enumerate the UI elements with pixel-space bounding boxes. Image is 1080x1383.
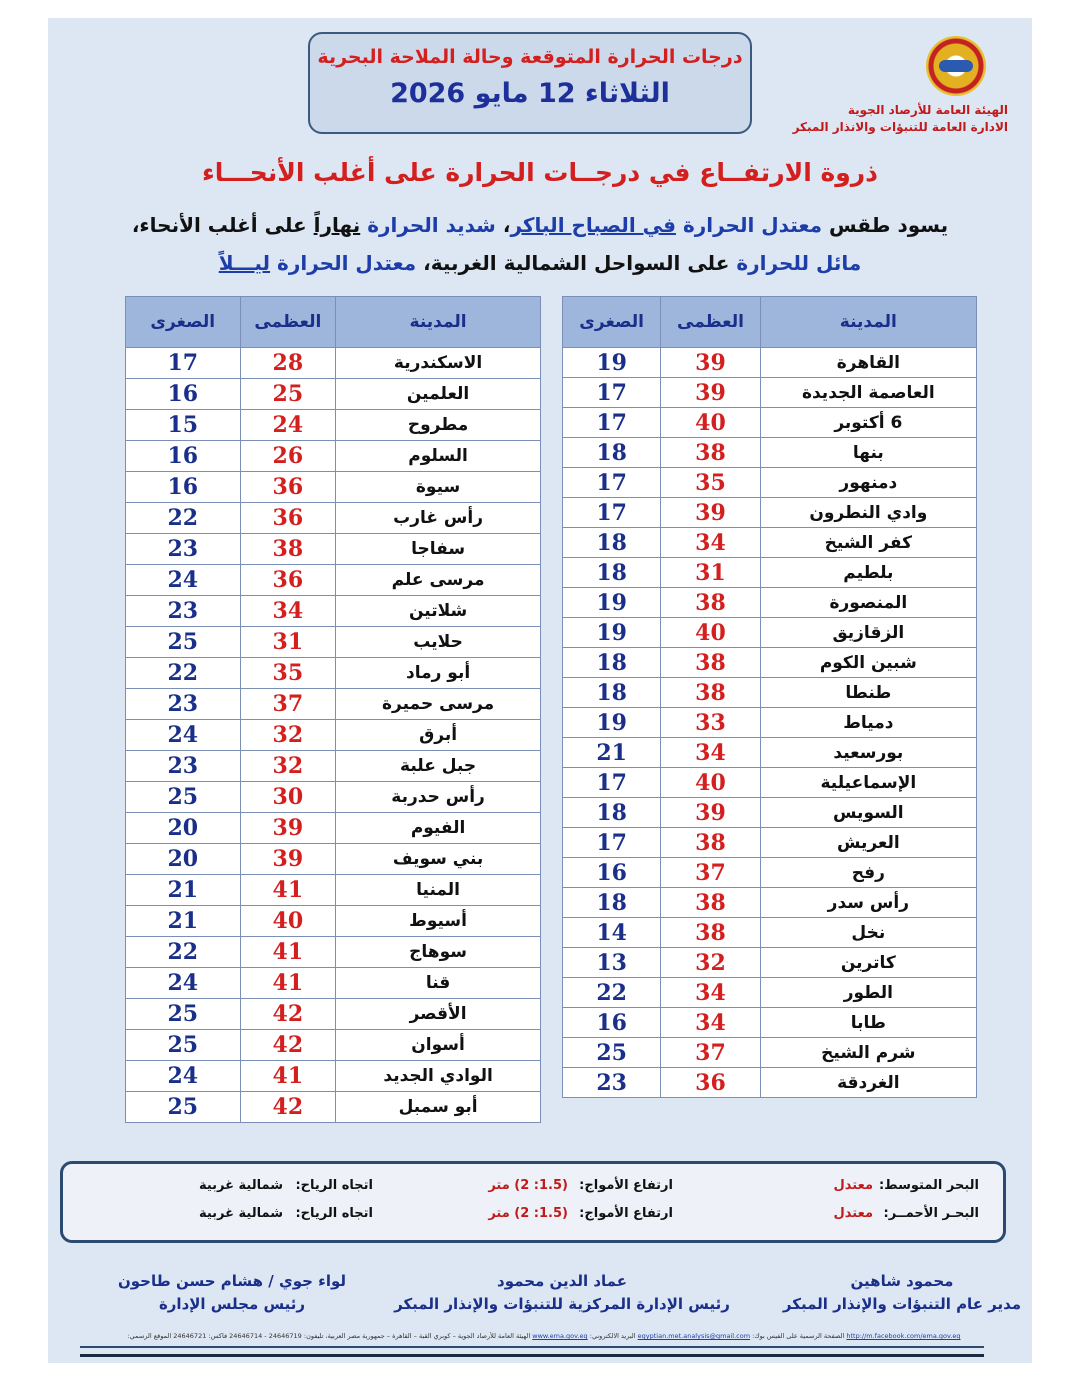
min-temp-cell: 22 [126,658,241,689]
red-waves-value: (1.5: 2) متر [488,1206,568,1221]
min-temp-cell: 23 [563,1068,661,1098]
desc-highlight-underline: في الصباح الباكر [510,213,676,237]
max-temp-cell: 40 [240,906,336,937]
min-temp-cell: 21 [563,738,661,768]
min-temp-cell: 20 [126,844,241,875]
max-temp-cell: 38 [661,588,760,618]
max-temp-cell: 41 [240,875,336,906]
min-temp-cell: 25 [126,1030,241,1061]
min-temp-cell: 17 [563,828,661,858]
city-cell: سيوة [336,472,541,503]
table-row [563,708,977,738]
ema-logo-icon [926,36,986,96]
table-row [563,1038,977,1068]
table-row [126,782,541,813]
footer-rule-thick [80,1354,984,1357]
bulletin-page [48,18,1032,1363]
red-sea-label: البحـر الأحمــر: [883,1206,979,1221]
max-temp-cell: 34 [240,596,336,627]
table-row [563,648,977,678]
city-cell: السلوم [336,441,541,472]
table-row [126,410,541,441]
table-row [563,588,977,618]
med-wind-label: اتجاه الرياح: [295,1178,373,1193]
max-temp-cell: 28 [240,348,336,379]
table-row [563,1068,977,1098]
max-temp-cell: 24 [240,410,336,441]
city-cell: القاهرة [760,348,976,378]
max-temp-cell: 34 [661,738,760,768]
table-row [126,1061,541,1092]
table-row [563,678,977,708]
min-temp-cell: 19 [563,618,661,648]
table-row [563,528,977,558]
max-temp-cell: 42 [240,1030,336,1061]
city-cell: الطور [760,978,976,1008]
desc-underline: نهاراً [313,213,361,237]
max-temp-cell: 37 [661,858,760,888]
max-temp-cell: 38 [240,534,336,565]
min-temp-cell: 18 [563,558,661,588]
med-waves-value: (1.5: 2) متر [488,1178,568,1193]
city-cell: دمنهور [760,468,976,498]
sea-row-red [63,1206,1003,1226]
max-temp-cell: 37 [240,689,336,720]
red-wind-label: اتجاه الرياح: [295,1206,373,1221]
max-temp-cell: 30 [240,782,336,813]
max-temp-cell: 37 [661,1038,760,1068]
facebook-link[interactable]: http://m.facebook.com/ema.gov.eg [846,1332,961,1340]
table-row [126,906,541,937]
table-row [126,441,541,472]
city-cell: بنها [760,438,976,468]
city-cell: الاسكندرية [336,348,541,379]
max-temp-cell: 32 [240,751,336,782]
signature-title: رئيس مجلس الإدارة [158,1295,306,1313]
min-temp-cell: 17 [563,468,661,498]
min-temp-cell: 16 [563,1008,661,1038]
table-row [126,999,541,1030]
signature-name: محمود شاهين [850,1272,954,1290]
org-line-1: الهيئة العامة للأرصاد الجوية [847,103,1008,117]
city-cell: السويس [760,798,976,828]
min-temp-cell: 19 [563,708,661,738]
table-row [563,798,977,828]
min-temp-cell: 18 [563,888,661,918]
city-cell: المنيا [336,875,541,906]
city-cell: مرسى حميرة [336,689,541,720]
bulletin-title: درجات الحرارة المتوقعة وحالة الملاحة البحرية [317,46,743,68]
city-cell: العلمين [336,379,541,410]
min-temp-cell: 18 [563,798,661,828]
min-temp-cell: 18 [563,438,661,468]
signature-name: لواء جوي / هشام حسن طاحون [117,1272,347,1290]
desc-highlight: شديد الحرارة [367,213,496,237]
city-cell: شبين الكوم [760,648,976,678]
table-row [126,720,541,751]
desc-highlight: معتدل الحرارة [682,213,823,237]
max-temp-cell: 36 [240,503,336,534]
table-row [126,1092,541,1123]
red-wind-value: شمالية غربية [198,1206,283,1221]
red-waves-label: ارتفاع الأمواج: [579,1206,673,1221]
org-line-2: الادارة العامة للتنبؤات والانذار المبكر [792,120,1008,134]
min-temp-cell: 15 [126,410,241,441]
min-temp-cell: 17 [563,378,661,408]
max-temp-cell: 42 [240,999,336,1030]
min-temp-cell: 24 [126,720,241,751]
max-temp-cell: 34 [661,528,760,558]
table-row [126,689,541,720]
desc-comma: ، [502,213,511,237]
table-row [126,751,541,782]
table-row [126,1030,541,1061]
city-cell: رأس غارب [336,503,541,534]
signatures [48,1270,1032,1320]
city-cell: طابا [760,1008,976,1038]
table-row [126,813,541,844]
city-cell: شلاتين [336,596,541,627]
min-temp-cell: 22 [563,978,661,1008]
table-row [126,379,541,410]
city-cell: أبو رماد [336,658,541,689]
city-cell: دمياط [760,708,976,738]
med-sea-label: البحر المتوسط: [878,1178,979,1193]
max-temp-cell: 31 [661,558,760,588]
city-cell: طنطا [760,678,976,708]
cities-table-left [125,296,541,1123]
city-cell: أبو سمبل [336,1092,541,1123]
min-temp-cell: 20 [126,813,241,844]
city-cell: 6 أكتوبر [760,408,976,438]
med-waves-label: ارتفاع الأمواج: [579,1178,673,1193]
table-row [563,738,977,768]
min-temp-cell: 21 [126,875,241,906]
min-temp-cell: 25 [563,1038,661,1068]
signature-1 [782,1270,1022,1316]
min-temp-cell: 24 [126,968,241,999]
footer-rule [80,1346,984,1348]
city-cell: مرسى علم [336,565,541,596]
city-cell: سوهاج [336,937,541,968]
table-row [126,658,541,689]
max-temp-cell: 35 [240,658,336,689]
signature-title: مدير عام التنبؤات والإنذار المبكر [782,1295,1022,1313]
sea-conditions-box [60,1161,1006,1243]
footer-text: الهيئة العامة للأرصاد الجوية – كوبري القبة – القاهرة – جمهورية مصر العربية، تليفون: 24646719 - 24646714 فاكس: 24646721 الموقع الرسمي: [127,1332,531,1340]
min-temp-cell: 17 [563,768,661,798]
max-temp-cell: 31 [240,627,336,658]
red-sea-state: معتدل [833,1206,873,1221]
max-temp-cell: 38 [661,678,760,708]
organization-name [778,102,1008,136]
cities-table-right [562,296,977,1098]
max-temp-cell: 39 [661,498,760,528]
header-max: العظمى [661,297,760,348]
max-temp-cell: 38 [661,438,760,468]
footer-contact [108,1332,980,1340]
table-row [563,468,977,498]
min-temp-cell: 24 [126,565,241,596]
table-row [126,968,541,999]
footer-text: الصفحة الرسمية على الفيس بوك: [752,1332,845,1340]
max-temp-cell: 25 [240,379,336,410]
min-temp-cell: 16 [126,472,241,503]
med-sea-state: معتدل [833,1178,873,1193]
max-temp-cell: 34 [661,1008,760,1038]
min-temp-cell: 24 [126,1061,241,1092]
max-temp-cell: 39 [240,813,336,844]
city-cell: العريش [760,828,976,858]
max-temp-cell: 39 [661,348,760,378]
min-temp-cell: 23 [126,751,241,782]
signature-3 [102,1270,362,1316]
table-row [126,844,541,875]
table-row [563,378,977,408]
max-temp-cell: 34 [661,978,760,1008]
table-row [563,918,977,948]
header-max: العظمى [240,297,336,348]
max-temp-cell: 32 [661,948,760,978]
min-temp-cell: 17 [126,348,241,379]
max-temp-cell: 38 [661,648,760,678]
min-temp-cell: 16 [126,441,241,472]
min-temp-cell: 22 [126,937,241,968]
footer-text: البريد الالكتروني: [589,1332,636,1340]
table-row [563,408,977,438]
city-cell: كفر الشيخ [760,528,976,558]
city-cell: الغردقة [760,1068,976,1098]
med-wind-value: شمالية غربية [198,1178,283,1193]
signature-title: رئيس الإدارة المركزية للتنبؤات والإنذار المبكر [394,1295,730,1313]
table-row [563,888,977,918]
min-temp-cell: 21 [126,906,241,937]
table-row [563,558,977,588]
min-temp-cell: 25 [126,627,241,658]
max-temp-cell: 36 [240,472,336,503]
city-cell: الفيوم [336,813,541,844]
city-cell: الإسماعيلية [760,768,976,798]
max-temp-cell: 42 [240,1092,336,1123]
max-temp-cell: 40 [661,768,760,798]
table-row [563,768,977,798]
city-cell: وادي النطرون [760,498,976,528]
min-temp-cell: 23 [126,596,241,627]
table-row [563,348,977,378]
city-cell: أبرق [336,720,541,751]
city-cell: رأس سدر [760,888,976,918]
min-temp-cell: 18 [563,528,661,558]
desc-text: على السواحل الشمالية الغربية، [423,251,730,275]
header-min: الصغرى [563,297,661,348]
min-temp-cell: 18 [563,648,661,678]
header-city: المدينة [336,297,541,348]
city-cell: أسوان [336,1030,541,1061]
title-box [308,32,752,134]
table-row [126,348,541,379]
max-temp-cell: 39 [240,844,336,875]
table-row [126,596,541,627]
city-cell: سفاجا [336,534,541,565]
header-min: الصغرى [126,297,241,348]
city-cell: قنا [336,968,541,999]
desc-highlight-underline: ليـــلاً [218,251,271,275]
max-temp-cell: 41 [240,1061,336,1092]
city-cell: بلطيم [760,558,976,588]
email-link[interactable]: egyptian.met.analysis@gmail.com [637,1332,751,1340]
table-row [126,472,541,503]
min-temp-cell: 17 [563,408,661,438]
table-row [126,503,541,534]
max-temp-cell: 41 [240,937,336,968]
desc-text: يسود طقس [829,213,949,237]
max-temp-cell: 33 [661,708,760,738]
table-row [126,875,541,906]
city-cell: مطروح [336,410,541,441]
city-cell: العاصمة الجديدة [760,378,976,408]
min-temp-cell: 25 [126,1092,241,1123]
city-cell: حلايب [336,627,541,658]
table-row [563,858,977,888]
city-cell: بورسعيد [760,738,976,768]
desc-highlight: معتدل الحرارة [277,251,417,275]
table-row [126,565,541,596]
min-temp-cell: 22 [126,503,241,534]
city-cell: رأس حدربة [336,782,541,813]
forecast-headline: ذروة الارتفــاع في درجــات الحرارة على أغلب الأنحـــاء [202,158,878,187]
min-temp-cell: 19 [563,348,661,378]
city-cell: أسيوط [336,906,541,937]
min-temp-cell: 13 [563,948,661,978]
table-row [563,828,977,858]
signature-2 [392,1270,732,1316]
table-row [563,1008,977,1038]
min-temp-cell: 18 [563,678,661,708]
table-row [563,978,977,1008]
max-temp-cell: 36 [661,1068,760,1098]
max-temp-cell: 40 [661,618,760,648]
min-temp-cell: 23 [126,689,241,720]
city-cell: بني سويف [336,844,541,875]
max-temp-cell: 38 [661,918,760,948]
table-row [563,618,977,648]
forecast-description [108,206,972,282]
max-temp-cell: 35 [661,468,760,498]
website-link[interactable]: www.ema.gov.eg [532,1332,588,1340]
city-cell: الأقصر [336,999,541,1030]
bulletin-date: الثلاثاء 12 مايو 2026 [390,78,670,109]
table-row [563,498,977,528]
max-temp-cell: 39 [661,798,760,828]
max-temp-cell: 26 [240,441,336,472]
city-cell: كاترين [760,948,976,978]
desc-highlight: مائل للحرارة [736,251,862,275]
city-cell: الوادي الجديد [336,1061,541,1092]
min-temp-cell: 19 [563,588,661,618]
table-row [126,534,541,565]
max-temp-cell: 32 [240,720,336,751]
min-temp-cell: 16 [126,379,241,410]
max-temp-cell: 41 [240,968,336,999]
signature-name: عماد الدين محمود [497,1272,627,1290]
min-temp-cell: 23 [126,534,241,565]
min-temp-cell: 25 [126,999,241,1030]
max-temp-cell: 38 [661,888,760,918]
city-cell: رفح [760,858,976,888]
table-row [563,948,977,978]
table-row [126,627,541,658]
city-cell: نخل [760,918,976,948]
city-cell: المنصورة [760,588,976,618]
city-cell: الزقازيق [760,618,976,648]
header-city: المدينة [760,297,976,348]
min-temp-cell: 17 [563,498,661,528]
table-row [126,937,541,968]
city-cell: جبل علبة [336,751,541,782]
min-temp-cell: 25 [126,782,241,813]
table-row [563,438,977,468]
max-temp-cell: 40 [661,408,760,438]
desc-text: على أغلب الأنحاء، [131,213,307,237]
city-cell: شرم الشيخ [760,1038,976,1068]
max-temp-cell: 39 [661,378,760,408]
max-temp-cell: 38 [661,828,760,858]
min-temp-cell: 16 [563,858,661,888]
min-temp-cell: 14 [563,918,661,948]
sea-row-mediterranean [63,1178,1003,1198]
max-temp-cell: 36 [240,565,336,596]
